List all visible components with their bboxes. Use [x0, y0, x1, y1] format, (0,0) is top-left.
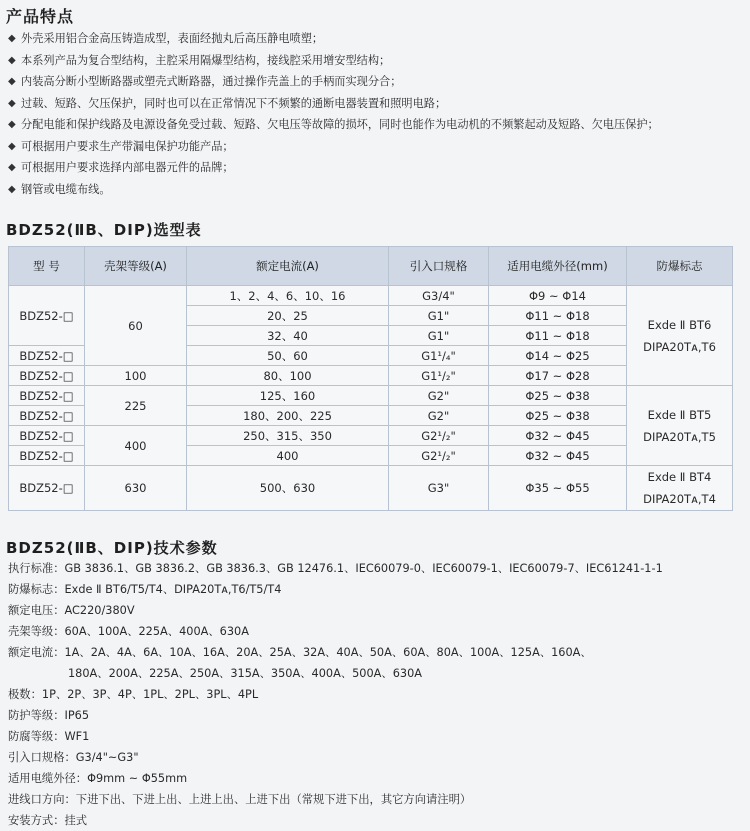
col-header-mark: 防爆标志 [627, 247, 733, 286]
col-header-model: 型 号 [9, 247, 85, 286]
param-row [8, 705, 748, 726]
diamond-bullet-icon: ◆ [8, 33, 16, 44]
feature-item: ◆ 可根据用户要求生产带漏电保护功能产品； [8, 136, 748, 158]
cell-inlet: G2" [389, 406, 489, 426]
ex-mark-line: Exde Ⅱ BT6 [647, 317, 712, 332]
cell-frame: 630 [85, 466, 187, 511]
col-header-cable: 适用电缆外径(mm) [489, 247, 627, 286]
cell-current: 50、60 [187, 346, 389, 366]
diamond-bullet-icon: ◆ [8, 162, 16, 173]
param-value: AC220/380V [64, 604, 135, 617]
ex-mark-line: Exde Ⅱ BT5 [647, 407, 712, 422]
table-row [9, 426, 733, 446]
cell-cable: Φ25 ~ Φ38 [489, 386, 627, 406]
param-row [8, 558, 748, 579]
param-label: 进线口方向： [8, 793, 76, 806]
feature-item: ◆ 分配电能和保护线路及电源设备免受过载、短路、欠电压等故障的损坏，同时也能作为电动机的不频繁起动及短路、欠电压保护； [8, 114, 748, 136]
param-row [8, 642, 748, 663]
cell-cable: Φ9 ~ Φ14 [489, 286, 627, 306]
param-label: 执行标准： [8, 562, 65, 575]
table-row [9, 366, 733, 386]
feature-item: ◆ 外壳采用铝合金高压铸造成型，表面经抛丸后高压静电喷塑； [8, 28, 748, 50]
diamond-bullet-icon: ◆ [8, 76, 16, 87]
table-row [9, 466, 733, 511]
param-label: 防护等级： [8, 709, 65, 722]
param-value: Exde Ⅱ BT6/T5/T4、DIPA20Tᴀ,T6/T5/T4 [64, 583, 282, 596]
cell-model: BDZ52-□ [9, 286, 85, 346]
diamond-bullet-icon: ◆ [8, 140, 16, 152]
ex-mark-line: DIPA20Tᴀ,T6 [643, 339, 716, 354]
param-value: GB 3836.1、GB 3836.2、GB 3836.3、GB 12476.1、IEC60079-0、IEC60079-1、IEC60079-7、IEC61241-1-1 [64, 562, 663, 575]
table-row [9, 286, 733, 306]
cell-model: BDZ52-□ [9, 426, 85, 446]
cell-current: 180、200、225 [187, 406, 389, 426]
param-row [8, 579, 748, 600]
param-label: 引入口规格： [8, 751, 76, 764]
param-row [8, 600, 748, 621]
cell-inlet: G2¹/₂" [389, 426, 489, 446]
feature-item: ◆ 内装高分断小型断路器或塑壳式断路器，通过操作壳盖上的手柄而实现分合； [8, 71, 748, 93]
params-list [8, 558, 748, 831]
col-header-current: 额定电流(A) [187, 247, 389, 286]
cell-model: BDZ52-□ [9, 366, 85, 386]
cell-model: BDZ52-□ [9, 446, 85, 466]
cell-frame: 400 [85, 426, 187, 466]
param-value: Φ9mm ~ Φ55mm [87, 772, 188, 785]
ex-mark-line: Exde Ⅱ BT4 [647, 470, 712, 484]
diamond-bullet-icon: ◆ [8, 119, 16, 130]
param-row [8, 810, 748, 831]
param-label: 极数： [8, 688, 42, 701]
param-label: 防腐等级： [8, 730, 65, 743]
cell-ex-mark [627, 466, 733, 511]
cell-inlet: G1¹/₄" [389, 346, 489, 366]
cell-ex-mark [627, 386, 733, 466]
param-value: 60A、100A、225A、400A、630A [64, 625, 249, 638]
param-label: 额定电压： [8, 604, 65, 617]
param-value: G3/4"~G3" [75, 751, 139, 764]
param-value: WF1 [64, 730, 90, 743]
feature-item: ◆ 可根据用户要求选择内部电器元件的品牌； [8, 157, 748, 179]
features-list [8, 28, 748, 200]
table-row [9, 386, 733, 406]
cell-model: BDZ52-□ [9, 346, 85, 366]
feature-item: ◆ 钢管或电缆布线。 [8, 179, 748, 201]
param-label: 安装方式： [8, 814, 65, 827]
param-value: 下进下出、下进上出、上进上出、上进下出（常规下进下出，其它方向请注明） [75, 793, 472, 806]
diamond-bullet-icon: ◆ [8, 54, 16, 66]
selection-table [8, 246, 733, 511]
cell-inlet: G3/4" [389, 286, 489, 306]
cell-current: 32、40 [187, 326, 389, 346]
cell-cable: Φ32 ~ Φ45 [489, 426, 627, 446]
feature-item: ◆ 过载、短路、欠压保护，同时也可以在正常情况下不频繁的通断电器装置和照明电路； [8, 93, 748, 115]
param-row [8, 789, 748, 810]
cell-model: BDZ52-□ [9, 406, 85, 426]
param-row-continued [8, 663, 748, 684]
param-row [8, 726, 748, 747]
param-value: 1P、2P、3P、4P、1PL、2PL、3PL、4PL [41, 688, 259, 701]
cell-model: BDZ52-□ [9, 466, 85, 511]
cell-frame: 225 [85, 386, 187, 426]
cell-cable: Φ11 ~ Φ18 [489, 326, 627, 346]
ex-mark-line: DIPA20Tᴀ,T5 [643, 429, 716, 444]
param-label: 适用电缆外径： [8, 772, 88, 785]
cell-cable: Φ17 ~ Φ28 [489, 366, 627, 386]
param-label: 额定电流： [8, 646, 65, 659]
cell-current: 20、25 [187, 306, 389, 326]
param-value: 1A、2A、4A、6A、10A、16A、20A、25A、32A、40A、50A、60A、80A、100A、125A、160A、 [64, 646, 592, 659]
cell-current: 500、630 [187, 466, 389, 511]
table-header-row [9, 247, 733, 286]
cell-current: 125、160 [187, 386, 389, 406]
cell-cable: Φ32 ~ Φ45 [489, 446, 627, 466]
param-row [8, 768, 748, 789]
selection-table-title: BDZ52(ⅡB、DIP)选型表 [6, 221, 202, 239]
cell-cable: Φ11 ~ Φ18 [489, 306, 627, 326]
features-title: 产品特点 [6, 7, 75, 26]
col-header-inlet: 引入口规格 [389, 247, 489, 286]
param-value: IP65 [64, 709, 90, 722]
cell-cable: Φ25 ~ Φ38 [489, 406, 627, 426]
cell-frame: 60 [85, 286, 187, 366]
feature-item: ◆ 本系列产品为复合型结构，主腔采用隔爆型结构，接线腔采用增安型结构； [8, 50, 748, 72]
cell-inlet: G2" [389, 386, 489, 406]
cell-inlet: G1" [389, 306, 489, 326]
col-header-frame: 壳架等级(A) [85, 247, 187, 286]
params-title: BDZ52(ⅡB、DIP)技术参数 [6, 539, 218, 557]
cell-cable: Φ14 ~ Φ25 [489, 346, 627, 366]
cell-inlet: G3" [389, 466, 489, 511]
ex-mark-line: DIPA20Tᴀ,T4 [643, 492, 716, 506]
cell-ex-mark [627, 286, 733, 386]
diamond-bullet-icon: ◆ [8, 97, 16, 109]
param-row [8, 684, 748, 705]
cell-inlet: G1" [389, 326, 489, 346]
cell-current: 250、315、350 [187, 426, 389, 446]
cell-inlet: G2¹/₂" [389, 446, 489, 466]
param-label: 壳架等级： [8, 625, 65, 638]
cell-cable: Φ35 ~ Φ55 [489, 466, 627, 511]
param-row [8, 747, 748, 768]
diamond-bullet-icon: ◆ [8, 183, 16, 195]
param-row [8, 621, 748, 642]
param-label: 防爆标志： [8, 583, 65, 596]
cell-model: BDZ52-□ [9, 386, 85, 406]
cell-inlet: G1¹/₂" [389, 366, 489, 386]
cell-current: 80、100 [187, 366, 389, 386]
cell-current: 1、2、4、6、10、16 [187, 286, 389, 306]
param-value: 180A、200A、225A、250A、315A、350A、400A、500A、630A [68, 667, 422, 680]
cell-frame: 100 [85, 366, 187, 386]
cell-current: 400 [187, 446, 389, 466]
param-value: 挂式 [64, 814, 88, 827]
